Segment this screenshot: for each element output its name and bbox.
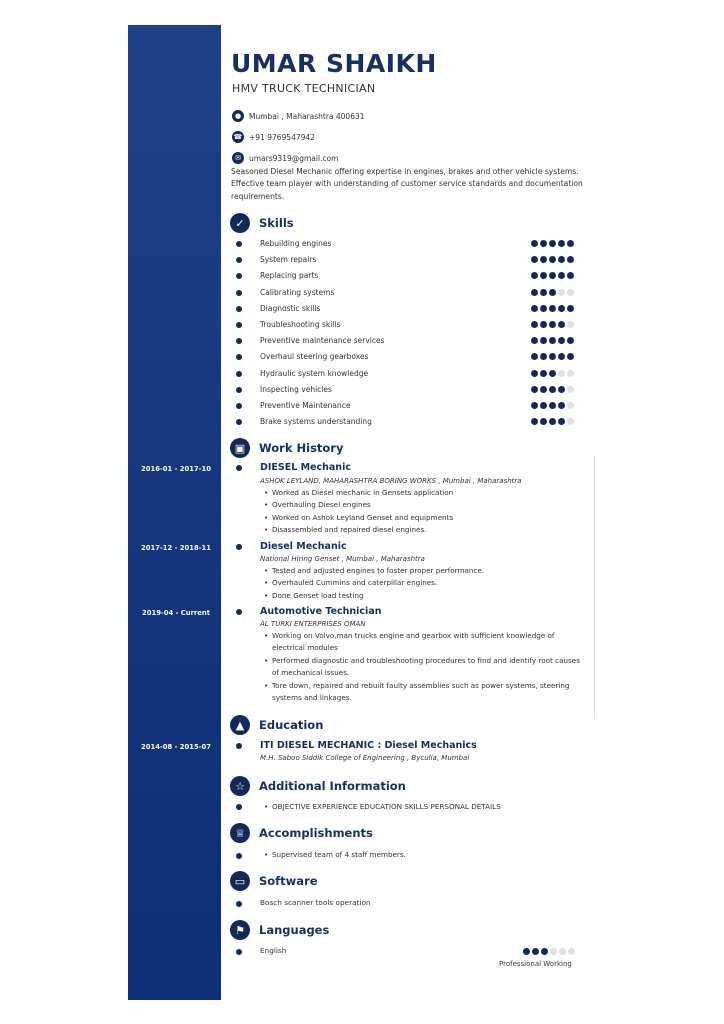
language-level-label: Professional Working (499, 960, 572, 968)
work-history-heading (230, 437, 343, 459)
job-dates: 2019-04 - Current (142, 609, 210, 617)
rating-dot-filled (531, 240, 538, 247)
skills-heading (230, 212, 294, 234)
rating-dot-filled (540, 305, 547, 312)
school: M.H. Saboo Siddik College of Engineering , Byculla, Mumbai (260, 754, 470, 762)
trophy-icon: ♕ (230, 823, 250, 843)
additional-item: • OBJECTIVE EXPERIENCE EDUCATION SKILLS PERSONAL DETAILS (264, 801, 584, 813)
rating-dot-filled (549, 240, 556, 247)
rating-dot-empty (567, 418, 574, 425)
software-heading (230, 870, 318, 892)
rating-dot-filled (531, 305, 538, 312)
rating-dot-filled (540, 353, 547, 360)
skill-rating (531, 256, 574, 263)
contact-address (232, 109, 365, 123)
section-title: Languages (259, 923, 330, 937)
rating-dot-filled (567, 337, 574, 344)
job-tasks (264, 487, 584, 537)
job-company: National Hiring Genset , Mumbai , Maharashtra (260, 555, 425, 563)
rating-dot-filled (531, 402, 538, 409)
rating-dot-filled (567, 353, 574, 360)
rating-dot-empty (567, 321, 574, 328)
phone-icon: ☎ (232, 131, 244, 143)
skill-name: Replacing parts (260, 271, 319, 280)
section-title: Software (259, 874, 318, 888)
skill-bullet (236, 354, 242, 360)
skill-bullet (236, 273, 242, 279)
skill-bullet (236, 290, 242, 296)
skill-name: Brake systems understanding (260, 417, 372, 426)
skills-icon: ✓ (230, 213, 250, 233)
skill-rating (531, 321, 574, 328)
task-item: • Worked on Ashok Leyland Genset and equipments (264, 512, 584, 524)
additional-info-heading (230, 775, 406, 797)
phone-text: +91 9769547942 (249, 132, 315, 142)
accomplishment-item: • Supervised team of 4 staff members. (264, 849, 584, 861)
job-company: AL TURKI ENTERPRISES OMAN (260, 620, 366, 628)
skill-name: Diagnostic skills (260, 304, 321, 313)
rating-dot-filled (540, 386, 547, 393)
email-icon: ✉ (232, 152, 244, 164)
list-bullet (236, 804, 242, 810)
rating-dot-filled (558, 418, 565, 425)
rating-dot-empty (567, 386, 574, 393)
task-item: • Worked as Diesel mechanic in Gensets application (264, 487, 584, 499)
rating-dot-filled (531, 256, 538, 263)
rating-dot-filled (549, 289, 556, 296)
skill-bullet (236, 403, 242, 409)
skill-name: Preventive maintenance services (260, 336, 385, 345)
sidebar-band (128, 25, 221, 1000)
job-company: ASHOK LEYLAND, MAHARASHTRA BORING WORKS , Mumbai , Maharashtra (260, 477, 522, 485)
rating-dot-empty (558, 370, 565, 377)
email-text: umars9319@gmail.com (249, 153, 339, 163)
task-item: • Tore down, repaired and rebuilt faulty assemblies such as power systems, steering systems and linkages. (264, 680, 584, 705)
rating-dot-filled (567, 305, 574, 312)
rating-dot-filled (531, 321, 538, 328)
rating-dot-filled (531, 418, 538, 425)
education-heading (230, 714, 323, 736)
accomplishments-heading (230, 822, 373, 844)
languages-heading (230, 919, 329, 941)
rating-dot-filled (531, 337, 538, 344)
rating-dot-filled (567, 256, 574, 263)
rating-dot-filled (549, 370, 556, 377)
rating-dot-filled (540, 337, 547, 344)
skill-bullet (236, 371, 242, 377)
section-title: Skills (259, 216, 294, 230)
rating-dot-filled (549, 418, 556, 425)
rating-dot-filled (558, 240, 565, 247)
rating-dot-filled (540, 240, 547, 247)
section-divider (594, 456, 595, 718)
skill-bullet (236, 387, 242, 393)
rating-dot-filled (567, 272, 574, 279)
skill-name: Hydraulic system knowledge (260, 369, 369, 378)
skill-rating (531, 305, 574, 312)
rating-dot-empty (567, 289, 574, 296)
job-title: Diesel Mechanic (260, 541, 347, 552)
rating-dot-filled (567, 240, 574, 247)
job-dates: 2017-12 - 2018-11 (141, 544, 211, 552)
rating-dot-filled (558, 353, 565, 360)
rating-dot-filled (532, 948, 539, 955)
rating-dot-filled (549, 272, 556, 279)
list-bullet (236, 853, 242, 859)
rating-dot-empty (568, 948, 575, 955)
skill-rating (531, 289, 574, 296)
location-icon: ● (232, 110, 244, 122)
rating-dot-filled (549, 353, 556, 360)
monitor-icon: ▭ (230, 871, 250, 891)
skill-rating (531, 402, 574, 409)
skill-rating (531, 386, 574, 393)
briefcase-icon: ▣ (230, 438, 250, 458)
list-bullet (236, 949, 242, 955)
rating-dot-filled (558, 305, 565, 312)
skill-bullet (236, 419, 242, 425)
rating-dot-filled (549, 386, 556, 393)
contact-phone (232, 130, 315, 144)
skill-bullet (236, 306, 242, 312)
rating-dot-filled (540, 272, 547, 279)
skill-rating (531, 370, 574, 377)
education-dates: 2014-08 - 2015-07 (141, 743, 211, 751)
timeline-bullet (236, 544, 242, 550)
language-name: English (260, 946, 287, 955)
rating-dot-filled (558, 337, 565, 344)
rating-dot-filled (540, 370, 547, 377)
section-title: Education (259, 718, 324, 732)
section-title: Accomplishments (259, 826, 373, 840)
task-item: • Done Genset load testing (264, 590, 584, 602)
skill-rating (531, 337, 574, 344)
skill-bullet (236, 338, 242, 344)
rating-dot-empty (559, 948, 566, 955)
timeline-bullet (236, 743, 242, 749)
task-item: • Disassembled and repaired diesel engines. (264, 524, 584, 536)
software-item: Bosch scanner tools operation (260, 898, 371, 907)
rating-dot-empty (567, 402, 574, 409)
flag-icon: ⚑ (230, 920, 250, 940)
star-icon: ☆ (230, 776, 250, 796)
task-item: • Performed diagnostic and troubleshooting procedures to find and identify root causes of mechanical issues. (264, 655, 584, 680)
rating-dot-filled (549, 402, 556, 409)
skill-name: Overhaul steering gearboxes (260, 352, 369, 361)
skill-name: System repairs (260, 255, 317, 264)
rating-dot-filled (531, 272, 538, 279)
rating-dot-filled (558, 321, 565, 328)
skill-name: Troubleshooting skills (260, 320, 341, 329)
rating-dot-empty (558, 289, 565, 296)
rating-dot-filled (558, 272, 565, 279)
contact-email (232, 151, 338, 165)
degree: ITI DIESEL MECHANIC : Diesel Mechanics (260, 740, 477, 751)
skill-name: Inspecting vehicles (260, 385, 332, 394)
rating-dot-filled (540, 402, 547, 409)
rating-dot-filled (541, 948, 548, 955)
job-title: Automotive Technician (260, 606, 382, 617)
skill-rating (531, 418, 574, 425)
section-title: Work History (259, 441, 344, 455)
task-item: • Overhauled Cummins and caterpillar engines. (264, 577, 584, 589)
rating-dot-filled (549, 321, 556, 328)
rating-dot-filled (540, 418, 547, 425)
job-tasks (264, 630, 584, 704)
rating-dot-filled (540, 256, 547, 263)
skill-name: Rebuilding engines (260, 239, 332, 248)
rating-dot-filled (531, 370, 538, 377)
skill-bullet (236, 257, 242, 263)
summary: Seasoned Diesel Mechanic offering expertise in engines, brakes and other vehicle systems. Effective team player with understanding of customer service standards and documentation requirements. (231, 167, 583, 201)
accomplishments-list (264, 849, 584, 861)
language-level-rating (523, 948, 575, 955)
additional-info-list (264, 801, 584, 813)
graduation-cap-icon: ▲ (230, 715, 250, 735)
rating-dot-filled (540, 289, 547, 296)
skill-rating (531, 240, 574, 247)
job-tasks (264, 565, 584, 602)
rating-dot-empty (567, 370, 574, 377)
rating-dot-filled (549, 256, 556, 263)
rating-dot-filled (549, 337, 556, 344)
skill-name: Calibrating systems (260, 288, 335, 297)
rating-dot-filled (540, 321, 547, 328)
rating-dot-filled (531, 353, 538, 360)
task-item: • Overhauling Diesel engines (264, 499, 584, 511)
task-item: • Working on Volvo,man trucks engine and gearbox with sufficient knowledge of electrical modules (264, 630, 584, 655)
job-title: HMV TRUCK TECHNICIAN (232, 82, 376, 95)
list-bullet (236, 901, 242, 907)
job-title: DIESEL Mechanic (260, 462, 351, 473)
skill-rating (531, 353, 574, 360)
rating-dot-filled (523, 948, 530, 955)
task-item: • Tested and adjusted engines to foster proper performance. (264, 565, 584, 577)
rating-dot-filled (531, 289, 538, 296)
skill-rating (531, 272, 574, 279)
timeline-bullet (236, 465, 242, 471)
address-text: Mumbai , Maharashtra 400631 (249, 111, 365, 121)
section-title: Additional Information (259, 779, 406, 793)
rating-dot-filled (558, 386, 565, 393)
skill-bullet (236, 322, 242, 328)
timeline-bullet (236, 609, 242, 615)
skill-bullet (236, 241, 242, 247)
rating-dot-filled (558, 402, 565, 409)
rating-dot-filled (531, 386, 538, 393)
candidate-name: UMAR SHAIKH (231, 49, 437, 78)
rating-dot-filled (558, 256, 565, 263)
rating-dot-filled (549, 305, 556, 312)
job-dates: 2016-01 - 2017-10 (141, 465, 211, 473)
rating-dot-empty (550, 948, 557, 955)
skill-name: Preventive Maintenance (260, 401, 351, 410)
